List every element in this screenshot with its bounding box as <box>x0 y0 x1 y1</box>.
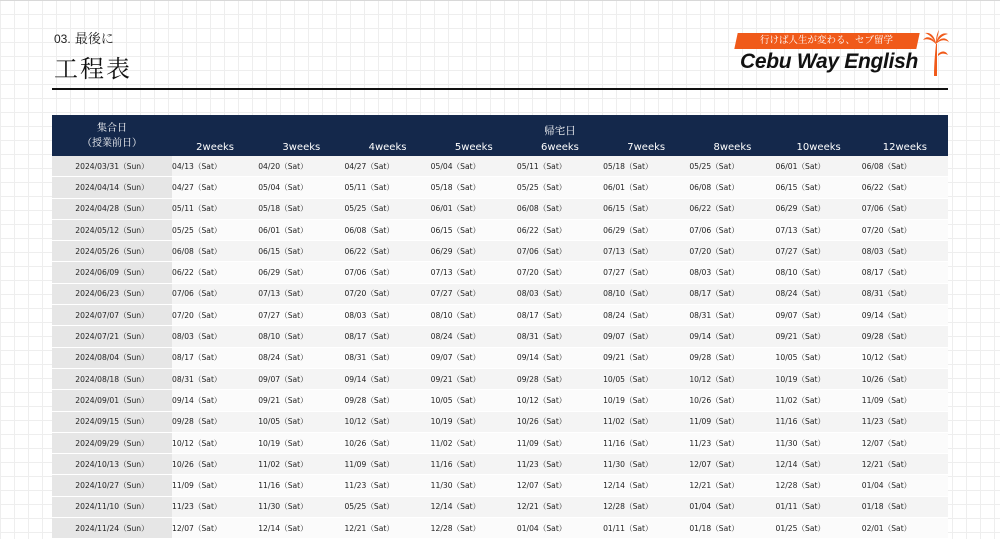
return-date-cell: 06/08（Sat） <box>517 198 603 219</box>
return-date-cell: 10/12（Sat） <box>517 390 603 411</box>
start-date-cell: 2024/06/23（Sun） <box>52 283 172 304</box>
return-date-cell: 08/17（Sat） <box>862 262 948 283</box>
return-date-cell: 06/15（Sat） <box>603 198 689 219</box>
return-date-cell: 11/02（Sat） <box>258 454 344 475</box>
start-date-cell: 2024/04/14（Sun） <box>52 177 172 198</box>
return-date-cell: 01/18（Sat） <box>862 496 948 517</box>
return-date-cell: 09/21（Sat） <box>603 347 689 368</box>
table-row <box>52 262 948 283</box>
return-date-cell: 11/09（Sat） <box>344 454 430 475</box>
return-date-cell: 12/14（Sat） <box>431 496 517 517</box>
return-date-cell: 08/24（Sat） <box>258 347 344 368</box>
return-date-cell: 12/28（Sat） <box>603 496 689 517</box>
return-date-cell: 08/10（Sat） <box>431 305 517 326</box>
start-date-cell: 2024/09/15（Sun） <box>52 411 172 432</box>
duration-header: 8weeks <box>689 138 775 156</box>
table-row <box>52 241 948 262</box>
return-date-cell: 07/27（Sat） <box>776 241 862 262</box>
return-date-cell: 08/10（Sat） <box>603 283 689 304</box>
table-row <box>52 368 948 389</box>
return-date-cell: 05/18（Sat） <box>603 156 689 177</box>
return-date-cell: 07/13（Sat） <box>431 262 517 283</box>
return-date-cell: 10/12（Sat） <box>344 411 430 432</box>
return-date-cell: 07/06（Sat） <box>517 241 603 262</box>
return-date-cell: 09/28（Sat） <box>344 390 430 411</box>
duration-header: 6weeks <box>517 138 603 156</box>
return-date-cell: 04/27（Sat） <box>344 156 430 177</box>
return-date-cell: 05/25（Sat） <box>689 156 775 177</box>
start-date-header-line1: 集合日 <box>97 122 127 134</box>
return-date-cell: 12/07（Sat） <box>172 518 258 539</box>
return-date-cell: 10/05（Sat） <box>258 411 344 432</box>
duration-header: 4weeks <box>344 138 430 156</box>
return-date-cell: 09/28（Sat） <box>172 411 258 432</box>
return-date-cell: 12/21（Sat） <box>862 454 948 475</box>
return-date-cell: 11/02（Sat） <box>603 411 689 432</box>
return-date-cell: 05/18（Sat） <box>431 177 517 198</box>
return-date-cell: 11/30（Sat） <box>603 454 689 475</box>
return-date-cell: 06/15（Sat） <box>776 177 862 198</box>
return-date-cell: 09/14（Sat） <box>517 347 603 368</box>
return-date-header: 帰宅日 <box>172 115 948 138</box>
return-date-cell: 12/07（Sat） <box>689 454 775 475</box>
duration-header: 2weeks <box>172 138 258 156</box>
start-date-cell: 2024/05/12（Sun） <box>52 219 172 240</box>
return-date-cell: 07/20（Sat） <box>862 219 948 240</box>
return-date-cell: 07/06（Sat） <box>689 219 775 240</box>
return-date-cell: 06/01（Sat） <box>603 177 689 198</box>
return-date-cell: 10/26（Sat） <box>689 390 775 411</box>
return-date-cell: 05/25（Sat） <box>344 198 430 219</box>
return-date-cell: 05/18（Sat） <box>258 198 344 219</box>
return-date-cell: 11/09（Sat） <box>172 475 258 496</box>
return-date-cell: 09/07（Sat） <box>603 326 689 347</box>
table-row <box>52 305 948 326</box>
start-date-cell: 2024/10/27（Sun） <box>52 475 172 496</box>
return-date-cell: 07/06（Sat） <box>344 262 430 283</box>
table-row <box>52 156 948 177</box>
return-date-cell: 07/13（Sat） <box>603 241 689 262</box>
return-date-cell: 12/28（Sat） <box>431 518 517 539</box>
table-row <box>52 432 948 453</box>
return-date-cell: 09/28（Sat） <box>862 326 948 347</box>
return-date-cell: 04/20（Sat） <box>258 156 344 177</box>
return-date-cell: 08/31（Sat） <box>172 368 258 389</box>
return-date-cell: 11/02（Sat） <box>776 390 862 411</box>
logo-tagline <box>734 33 919 49</box>
return-date-cell: 12/07（Sat） <box>517 475 603 496</box>
return-date-cell: 07/13（Sat） <box>776 219 862 240</box>
start-date-cell: 2024/11/24（Sun） <box>52 518 172 539</box>
return-date-cell: 12/14（Sat） <box>603 475 689 496</box>
return-date-cell: 10/19（Sat） <box>431 411 517 432</box>
duration-header: 5weeks <box>431 138 517 156</box>
return-date-cell: 06/22（Sat） <box>172 262 258 283</box>
return-date-cell: 11/16（Sat） <box>603 432 689 453</box>
return-date-cell: 11/23（Sat） <box>344 475 430 496</box>
return-date-cell: 08/03（Sat） <box>862 241 948 262</box>
logo-brand-name: Cebu Way English <box>740 50 919 73</box>
return-date-cell: 06/01（Sat） <box>776 156 862 177</box>
return-date-cell: 06/08（Sat） <box>862 156 948 177</box>
return-date-cell: 08/17（Sat） <box>344 326 430 347</box>
return-date-cell: 12/21（Sat） <box>344 518 430 539</box>
return-date-cell: 05/11（Sat） <box>344 177 430 198</box>
return-date-cell: 06/22（Sat） <box>517 219 603 240</box>
return-date-cell: 11/23（Sat） <box>517 454 603 475</box>
return-date-cell: 09/28（Sat） <box>689 347 775 368</box>
table-row <box>52 198 948 219</box>
return-date-cell: 06/08（Sat） <box>172 241 258 262</box>
return-date-cell: 04/13（Sat） <box>172 156 258 177</box>
table-row <box>52 496 948 517</box>
return-date-cell: 07/27（Sat） <box>431 283 517 304</box>
return-date-cell: 07/20（Sat） <box>344 283 430 304</box>
return-date-cell: 06/15（Sat） <box>258 241 344 262</box>
return-date-cell: 10/26（Sat） <box>517 411 603 432</box>
return-date-cell: 09/14（Sat） <box>172 390 258 411</box>
return-date-cell: 06/08（Sat） <box>344 219 430 240</box>
return-date-cell: 09/07（Sat） <box>431 347 517 368</box>
start-date-cell: 2024/08/18（Sun） <box>52 368 172 389</box>
return-date-cell: 05/04（Sat） <box>431 156 517 177</box>
return-date-cell: 08/03（Sat） <box>517 283 603 304</box>
return-date-cell: 05/11（Sat） <box>517 156 603 177</box>
return-date-cell: 08/31（Sat） <box>689 305 775 326</box>
return-date-cell: 08/31（Sat） <box>344 347 430 368</box>
schedule-table <box>52 115 948 539</box>
return-date-cell: 11/16（Sat） <box>258 475 344 496</box>
return-date-cell: 09/21（Sat） <box>776 326 862 347</box>
return-date-cell: 09/21（Sat） <box>258 390 344 411</box>
return-date-cell: 06/01（Sat） <box>431 198 517 219</box>
return-date-cell: 06/22（Sat） <box>344 241 430 262</box>
table-row <box>52 518 948 539</box>
table-row <box>52 283 948 304</box>
return-date-cell: 11/09（Sat） <box>862 390 948 411</box>
table-row <box>52 454 948 475</box>
start-date-cell: 2024/11/10（Sun） <box>52 496 172 517</box>
return-date-cell: 12/21（Sat） <box>517 496 603 517</box>
start-date-cell: 2024/04/28（Sun） <box>52 198 172 219</box>
start-date-cell: 2024/07/07（Sun） <box>52 305 172 326</box>
return-date-cell: 01/11（Sat） <box>603 518 689 539</box>
return-date-cell: 10/12（Sat） <box>172 432 258 453</box>
table-row <box>52 390 948 411</box>
return-date-cell: 06/08（Sat） <box>689 177 775 198</box>
return-date-cell: 08/17（Sat） <box>689 283 775 304</box>
return-date-cell: 10/19（Sat） <box>258 432 344 453</box>
duration-header: 3weeks <box>258 138 344 156</box>
return-date-cell: 11/30（Sat） <box>258 496 344 517</box>
brand-logo <box>736 30 950 80</box>
table-row <box>52 177 948 198</box>
return-date-cell: 09/07（Sat） <box>776 305 862 326</box>
start-date-cell: 2024/07/21（Sun） <box>52 326 172 347</box>
return-date-cell: 09/07（Sat） <box>258 368 344 389</box>
return-date-cell: 11/30（Sat） <box>776 432 862 453</box>
return-date-cell: 10/05（Sat） <box>431 390 517 411</box>
return-date-cell: 08/03（Sat） <box>172 326 258 347</box>
return-date-cell: 05/04（Sat） <box>258 177 344 198</box>
return-date-cell: 06/15（Sat） <box>431 219 517 240</box>
table-row <box>52 347 948 368</box>
return-date-cell: 01/18（Sat） <box>689 518 775 539</box>
return-date-cell: 08/10（Sat） <box>258 326 344 347</box>
return-date-cell: 02/01（Sat） <box>862 518 948 539</box>
return-date-cell: 01/11（Sat） <box>776 496 862 517</box>
return-date-cell: 07/20（Sat） <box>172 305 258 326</box>
return-date-cell: 10/26（Sat） <box>344 432 430 453</box>
return-date-cell: 09/28（Sat） <box>517 368 603 389</box>
return-date-cell: 12/14（Sat） <box>776 454 862 475</box>
logo-tagline-text: 行けば人生が変わる、セブ留学 <box>760 35 894 46</box>
return-date-cell: 10/26（Sat） <box>172 454 258 475</box>
return-date-cell: 05/11（Sat） <box>172 198 258 219</box>
return-date-cell: 01/04（Sat） <box>862 475 948 496</box>
return-date-cell: 08/03（Sat） <box>344 305 430 326</box>
return-date-cell: 09/14（Sat） <box>344 368 430 389</box>
return-date-cell: 10/05（Sat） <box>603 368 689 389</box>
return-date-cell: 11/23（Sat） <box>689 432 775 453</box>
return-date-cell: 07/06（Sat） <box>172 283 258 304</box>
return-date-cell: 09/14（Sat） <box>862 305 948 326</box>
top-border <box>0 0 1000 1</box>
return-date-cell: 10/12（Sat） <box>689 368 775 389</box>
start-date-cell: 2024/05/26（Sun） <box>52 241 172 262</box>
table-row <box>52 219 948 240</box>
section-heading <box>54 28 132 47</box>
return-date-cell: 05/25（Sat） <box>517 177 603 198</box>
return-date-cell: 10/26（Sat） <box>862 368 948 389</box>
section-label: 最後に <box>74 32 114 47</box>
start-date-header <box>52 115 172 156</box>
return-date-cell: 08/10（Sat） <box>776 262 862 283</box>
return-date-cell: 11/30（Sat） <box>431 475 517 496</box>
return-date-cell: 08/17（Sat） <box>517 305 603 326</box>
return-date-cell: 10/19（Sat） <box>603 390 689 411</box>
table-row <box>52 411 948 432</box>
header-divider <box>52 88 948 90</box>
return-date-cell: 06/29（Sat） <box>776 198 862 219</box>
return-date-cell: 08/24（Sat） <box>603 305 689 326</box>
duration-header: 12weeks <box>862 138 948 156</box>
table-row <box>52 326 948 347</box>
return-date-cell: 10/12（Sat） <box>862 347 948 368</box>
duration-header: 10weeks <box>776 138 862 156</box>
return-date-cell: 12/21（Sat） <box>689 475 775 496</box>
page-title: 工程表 <box>54 55 132 83</box>
return-date-cell: 10/19（Sat） <box>776 368 862 389</box>
return-date-cell: 08/31（Sat） <box>862 283 948 304</box>
return-date-cell: 08/24（Sat） <box>776 283 862 304</box>
return-date-cell: 11/23（Sat） <box>862 411 948 432</box>
return-date-cell: 12/07（Sat） <box>862 432 948 453</box>
return-date-cell: 08/24（Sat） <box>431 326 517 347</box>
return-date-cell: 05/25（Sat） <box>172 219 258 240</box>
return-date-cell: 01/25（Sat） <box>776 518 862 539</box>
return-date-cell: 10/05（Sat） <box>776 347 862 368</box>
return-date-cell: 07/27（Sat） <box>258 305 344 326</box>
return-date-cell: 07/20（Sat） <box>689 241 775 262</box>
duration-header: 7weeks <box>603 138 689 156</box>
return-date-cell: 04/27（Sat） <box>172 177 258 198</box>
return-date-cell: 09/14（Sat） <box>689 326 775 347</box>
return-date-cell: 08/17（Sat） <box>172 347 258 368</box>
return-date-cell: 01/04（Sat） <box>517 518 603 539</box>
return-date-cell: 08/31（Sat） <box>517 326 603 347</box>
return-date-cell: 11/09（Sat） <box>517 432 603 453</box>
duration-header-row <box>52 138 948 156</box>
return-date-cell: 07/06（Sat） <box>862 198 948 219</box>
header-row-top <box>52 115 948 138</box>
return-date-cell: 09/21（Sat） <box>431 368 517 389</box>
return-date-cell: 01/04（Sat） <box>689 496 775 517</box>
return-date-cell: 07/20（Sat） <box>517 262 603 283</box>
return-date-cell: 08/03（Sat） <box>689 262 775 283</box>
section-number: 03. <box>54 32 71 46</box>
return-date-cell: 06/29（Sat） <box>431 241 517 262</box>
return-date-cell: 11/16（Sat） <box>776 411 862 432</box>
start-date-cell: 2024/09/29（Sun） <box>52 432 172 453</box>
return-date-cell: 06/01（Sat） <box>258 219 344 240</box>
return-date-cell: 11/16（Sat） <box>431 454 517 475</box>
return-date-cell: 11/23（Sat） <box>172 496 258 517</box>
start-date-cell: 2024/09/01（Sun） <box>52 390 172 411</box>
start-date-cell: 2024/03/31（Sun） <box>52 156 172 177</box>
return-date-cell: 05/25（Sat） <box>344 496 430 517</box>
start-date-cell: 2024/08/04（Sun） <box>52 347 172 368</box>
return-date-cell: 06/22（Sat） <box>862 177 948 198</box>
return-date-cell: 07/13（Sat） <box>258 283 344 304</box>
palm-tree-icon <box>922 30 950 78</box>
schedule-body <box>52 156 948 539</box>
page-header <box>54 28 132 84</box>
start-date-header-line2: （授業前日） <box>82 137 142 149</box>
return-date-cell: 07/27（Sat） <box>603 262 689 283</box>
start-date-cell: 2024/06/09（Sun） <box>52 262 172 283</box>
return-date-cell: 11/09（Sat） <box>689 411 775 432</box>
return-date-cell: 12/14（Sat） <box>258 518 344 539</box>
return-date-cell: 12/28（Sat） <box>776 475 862 496</box>
table-row <box>52 475 948 496</box>
return-date-cell: 06/29（Sat） <box>258 262 344 283</box>
start-date-cell: 2024/10/13（Sun） <box>52 454 172 475</box>
return-date-cell: 06/22（Sat） <box>689 198 775 219</box>
return-date-cell: 06/29（Sat） <box>603 219 689 240</box>
return-date-cell: 11/02（Sat） <box>431 432 517 453</box>
